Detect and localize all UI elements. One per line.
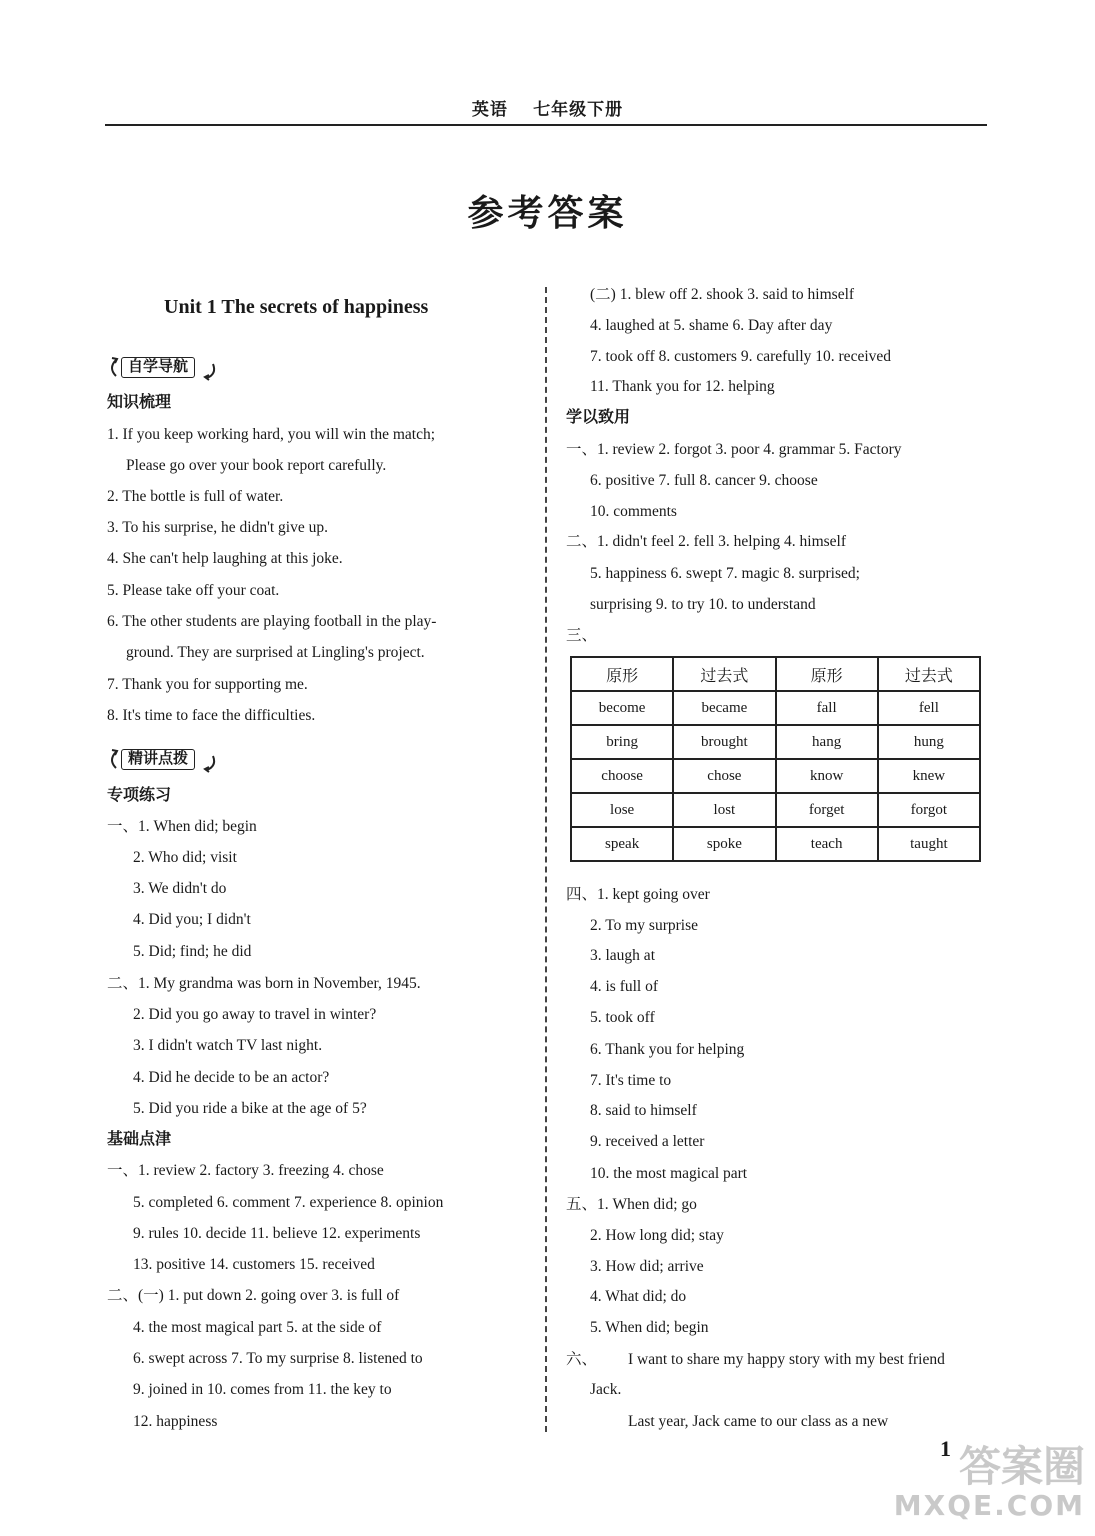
table-cell: spoke [673,827,775,861]
answer-line: ground. They are surprised at Lingling's project. [126,644,425,661]
verb-forms-table [570,656,981,862]
answer-line: 3. How did; arrive [590,1258,704,1275]
answer-line: 4. is full of [590,978,659,995]
answer-line: 5. happiness 6. swept 7. magic 8. surprised; [590,565,860,582]
answer-line: 四、1. kept going over [566,886,710,903]
answer-line: 3. I didn't watch TV last night. [133,1037,323,1054]
table-header-row [571,657,980,691]
answer-line: 8. said to himself [590,1102,697,1119]
table-header-cell: 原形 [776,657,878,691]
answer-line: 2. The bottle is full of water. [107,488,284,505]
answer-line: Please go over your book report carefully. [126,457,387,474]
header-subject: 英语 [471,100,508,119]
table-cell: speak [571,827,673,861]
column-divider [545,287,547,1432]
table-row [571,691,980,725]
answer-line: 3. laugh at [590,947,655,964]
table-cell: chose [673,759,775,793]
table-cell: choose [571,759,673,793]
watermark-url: MXQE.COM [893,1489,1085,1522]
section-label: 六、 [566,1351,598,1368]
answer-line: 3. We didn't do [133,880,227,897]
table-header-cell: 原形 [571,657,673,691]
answer-line: 4. What did; do [590,1288,687,1305]
answer-text: 1. If you keep working hard, you will win the match; [107,426,436,443]
answer-line: 2. To my surprise [590,917,698,934]
essay-line: I want to share my happy story with my best friend [628,1351,945,1368]
answer-line: 4. She can't help laughing at this joke. [107,550,343,567]
answer-line: 13. positive 14. customers 15. received [133,1256,375,1273]
answer-line: 7. It's time to [590,1072,672,1089]
answer-line: 一、1. review 2. factory 3. freezing 4. chose [107,1162,384,1179]
table-cell: hang [776,725,878,759]
table-cell: lost [673,793,775,827]
watermark [893,1442,1085,1522]
answer-line: 7. took off 8. customers 9. carefully 10. received [590,348,892,365]
answer-line: 12. happiness [133,1413,218,1430]
badge-label: 自学导航 [121,357,195,378]
table-cell: fall [776,691,878,725]
section-heading: 基础点津 [107,1131,172,1148]
answer-line: 5. Did; find; he did [133,943,252,960]
table-cell: knew [878,759,980,793]
answer-line: 一、1. When did; begin [107,818,257,835]
answer-line: 5. Did you ride a bike at the age of 5? [133,1100,367,1117]
unit-title: Unit 1 The secrets of happiness [164,296,429,318]
header-grade: 七年级下册 [533,100,624,119]
table-cell: brought [673,725,775,759]
table-cell: fell [878,691,980,725]
answer-line: 5. completed 6. comment 7. experience 8. opinion [133,1194,444,1211]
table-row [571,827,980,861]
answer-line: 6. positive 7. full 8. cancer 9. choose [590,472,818,489]
answer-line: 10. the most magical part [590,1165,748,1182]
section-heading: 专项练习 [107,787,172,804]
answer-line: 11. Thank you for 12. helping [590,378,775,395]
answer-line: 2. Did you go away to travel in winter? [133,1006,377,1023]
answer-line: 五、1. When did; go [566,1196,697,1213]
table-cell: lose [571,793,673,827]
table-cell: forget [776,793,878,827]
table-row [571,793,980,827]
table-row [571,725,980,759]
page-title: 参考答案 [467,193,628,233]
table-header-cell: 过去式 [673,657,775,691]
answer-line: 3. To his surprise, he didn't give up. [107,519,328,536]
table-cell: become [571,691,673,725]
page-number: 1 [940,1436,951,1461]
answer-line: 三、 [566,627,598,644]
answer-line: 6. swept across 7. To my surprise 8. listened to [133,1350,423,1367]
answer-line: 9. rules 10. decide 11. believe 12. experiments [133,1225,421,1242]
answer-line: 7. Thank you for supporting me. [107,676,308,693]
answer-line [107,425,526,445]
answer-line: 2. How long did; stay [590,1227,724,1244]
section-badge-jingjiang [107,746,222,772]
answer-line: surprising 9. to try 10. to understand [590,596,816,613]
table-row [571,759,980,793]
answer-line: 二、1. My grandma was born in November, 1945. [107,975,421,992]
answer-line: 4. laughed at 5. shame 6. Day after day [590,317,833,334]
answer-line: 5. Please take off your coat. [107,582,280,599]
table-header-cell: 过去式 [878,657,980,691]
answer-line: 4. Did you; I didn't [133,911,251,928]
essay-text: Last year, Jack came to our class as a new [628,1413,889,1430]
answer-line: 9. joined in 10. comes from 11. the key to [133,1381,392,1398]
section-heading: 学以致用 [566,409,631,426]
table-cell: forgot [878,793,980,827]
table-cell: teach [776,827,878,861]
running-header [0,95,1095,120]
answer-line: 6. Thank you for helping [590,1041,745,1058]
answer-line: 6. The other students are playing football in the play- [107,613,437,630]
answer-line: 一、1. review 2. forgot 3. poor 4. grammar 5. Factory [566,441,902,458]
section-heading: 知识梳理 [107,394,172,411]
answer-line: 10. comments [590,503,677,520]
watermark-logo-text: 答案圈 [958,1442,1085,1491]
table-cell: taught [878,827,980,861]
answer-line: 8. It's time to face the difficulties. [107,707,316,724]
answer-line: 4. Did he decide to be an actor? [133,1069,330,1086]
answer-line: 2. Who did; visit [133,849,237,866]
essay-line [628,1412,986,1432]
answer-line: 5. took off [590,1009,655,1026]
answer-line: (二) 1. blew off 2. shook 3. said to himself [590,286,855,303]
section-badge-zixue [107,354,222,380]
table-cell: hung [878,725,980,759]
answer-line: 二、1. didn't feel 2. fell 3. helping 4. himself [566,533,847,550]
badge-label: 精讲点拨 [121,749,195,770]
header-rule [105,124,987,126]
answer-line: 二、(一) 1. put down 2. going over 3. is full of [107,1287,400,1304]
answer-line: 4. the most magical part 5. at the side of [133,1319,382,1336]
answer-line: 9. received a letter [590,1133,705,1150]
table-cell: bring [571,725,673,759]
table-cell: know [776,759,878,793]
table-cell: became [673,691,775,725]
essay-line: Jack. [590,1381,622,1398]
answer-line: 5. When did; begin [590,1319,709,1336]
